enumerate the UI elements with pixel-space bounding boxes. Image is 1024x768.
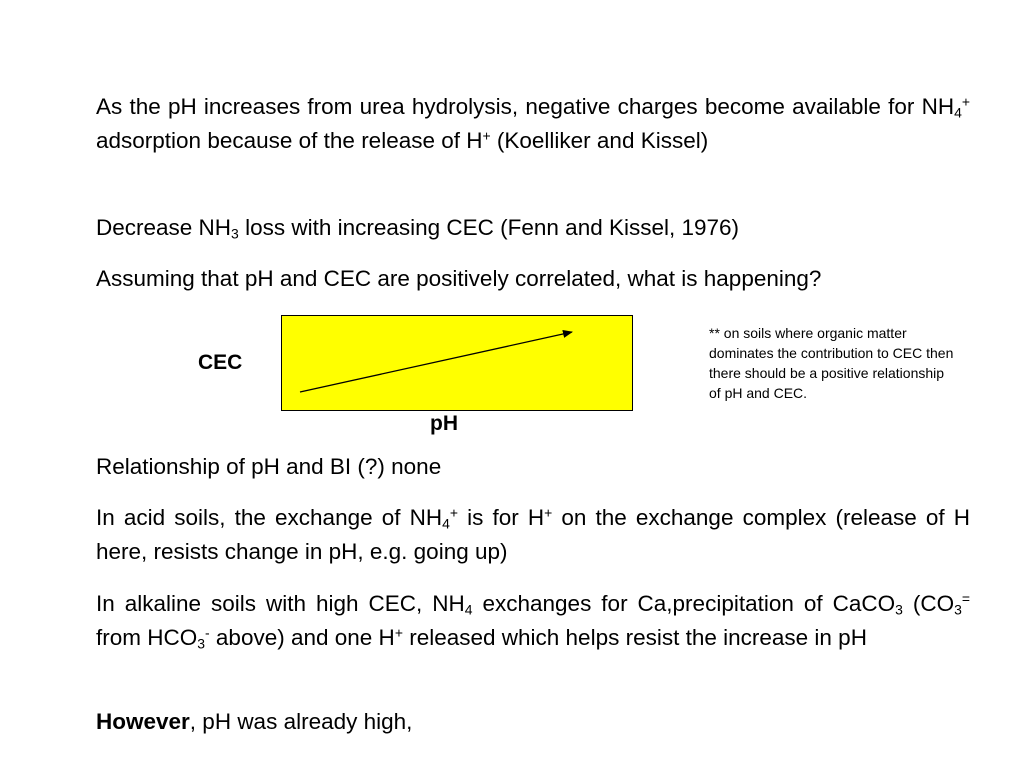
- paragraph-ph-bi: [96, 450, 970, 484]
- superscript: +: [394, 624, 403, 641]
- superscript: =: [961, 590, 971, 607]
- superscript: +: [482, 127, 491, 144]
- arrow-diagram-svg: [282, 316, 632, 410]
- text: Decrease NH: [96, 215, 232, 240]
- subscript: 3: [895, 601, 903, 618]
- subscript: 4: [464, 601, 473, 618]
- text: In acid soils, the exchange of NH: [96, 505, 443, 530]
- paragraph-alkaline-soils: [96, 587, 970, 655]
- text: above) and one H: [209, 625, 395, 650]
- diagram-x-axis-label: pH: [430, 412, 458, 435]
- text: released which helps resist the increase in pH: [402, 625, 867, 650]
- paragraph-urea-hydrolysis: [96, 90, 970, 158]
- text: Relationship of pH and BI (?) none: [96, 454, 442, 479]
- superscript: +: [961, 93, 970, 110]
- subscript: 4: [954, 104, 962, 121]
- text: In alkaline soils with high CEC, NH: [96, 591, 465, 616]
- paragraph-acid-soils: [96, 501, 970, 569]
- increasing-trend-arrow: [300, 332, 572, 392]
- ph-cec-diagram: [281, 315, 633, 411]
- text: on the exchange complex (release of H here, resists change in pH, e.g. going up): [96, 505, 970, 564]
- text: adsorption because of the release of H: [96, 128, 483, 153]
- text: exchanges for Ca,precipitation of CaCO: [472, 591, 896, 616]
- paragraph-however: [96, 705, 970, 739]
- subscript: 3: [231, 225, 239, 242]
- text: from HCO: [96, 625, 198, 650]
- text: (Koelliker and Kissel): [490, 128, 709, 153]
- text: , pH was already high,: [189, 709, 413, 734]
- subscript: 4: [442, 515, 450, 532]
- paragraph-ph-cec-question: [96, 262, 970, 296]
- organic-matter-note: ** on soils where organic matter dominates the contribution to CEC then there should be a positive relationship of pH and CEC.: [709, 325, 954, 401]
- bold-text: However: [96, 709, 190, 734]
- text: As the pH increases from urea hydrolysis, negative charges become available for NH: [96, 94, 955, 119]
- text: loss with increasing CEC (Fenn and Kissel, 1976): [238, 215, 740, 240]
- subscript: 3: [197, 635, 206, 652]
- superscript: +: [544, 504, 553, 521]
- diagram-y-axis-label: CEC: [198, 351, 243, 374]
- text: Assuming that pH and CEC are positively correlated, what is happening?: [96, 266, 822, 291]
- paragraph-nh3-loss: [96, 211, 970, 245]
- text: is for H: [458, 505, 545, 530]
- text: (CO: [902, 591, 955, 616]
- superscript: -: [205, 624, 210, 641]
- superscript: +: [449, 504, 458, 521]
- subscript: 3: [954, 601, 962, 618]
